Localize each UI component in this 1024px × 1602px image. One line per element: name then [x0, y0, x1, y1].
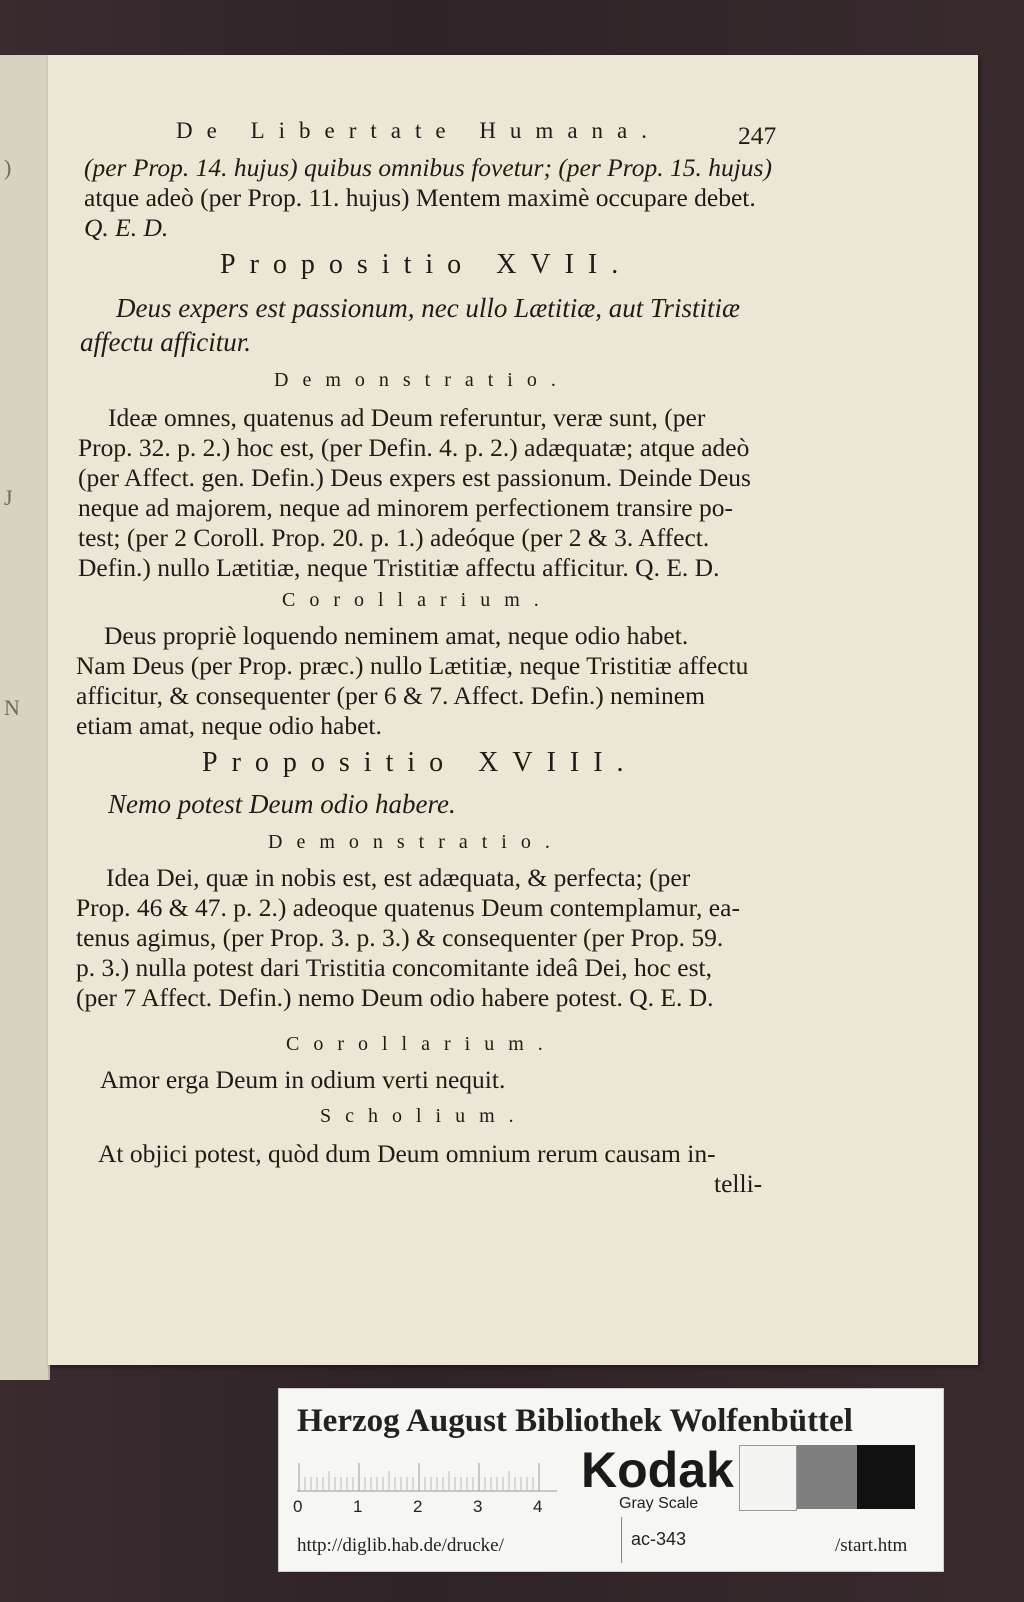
scale-ruler: [297, 1457, 567, 1493]
kodak-logo: Kodak: [581, 1442, 734, 1498]
text-line: Prop. 32. p. 2.) hoc est, (per Defin. 4. p. 2.) adæquatæ; atque adeò: [78, 433, 750, 462]
text-line: (per Prop. 14. hujus) quibus omnibus fovetur; (per Prop. 15. hujus): [84, 153, 772, 182]
gray-scale-label: Gray Scale: [619, 1495, 699, 1512]
section-heading: Demonstratio.: [268, 831, 564, 853]
text-line: test; (per 2 Coroll. Prop. 20. p. 1.) adeóque (per 2 & 3. Affect.: [78, 523, 710, 552]
proposition-statement: Nemo potest Deum odio habere.: [108, 789, 456, 819]
text-line: atque adeò (per Prop. 11. hujus) Mentem maximè occupare debet.: [84, 183, 756, 212]
url-right: /start.htm: [835, 1535, 908, 1556]
text-line: Amor erga Deum in odium verti nequit.: [100, 1065, 506, 1094]
text-line: Prop. 46 & 47. p. 2.) adeoque quatenus Deum contemplamur, ea-: [76, 893, 740, 922]
text-line: Ideæ omnes, quatenus ad Deum referuntur, veræ sunt, (per: [108, 403, 706, 432]
divider: [621, 1517, 622, 1563]
text-line: At objici potest, quòd dum Deum omnium rerum causam in-: [98, 1139, 716, 1168]
qed: Q. E. D.: [84, 213, 169, 242]
text-line: (per 7 Affect. Defin.) nemo Deum odio habere potest. Q. E. D.: [76, 983, 714, 1012]
url-left: http://diglib.hab.de/drucke/: [297, 1535, 504, 1556]
proposition-heading: Propositio XVII.: [220, 249, 633, 280]
section-heading: Demonstratio.: [274, 369, 570, 391]
section-heading: Corollarium.: [286, 1033, 557, 1055]
text-line: p. 3.) nulla potest dari Tristitia concomitante ideâ Dei, hoc est,: [76, 953, 712, 982]
gray-swatch-mid: [797, 1445, 857, 1509]
gray-swatch-black: [857, 1445, 915, 1509]
catchword: telli-: [714, 1169, 763, 1198]
section-heading: Corollarium.: [282, 589, 553, 611]
page-number: 247: [738, 121, 777, 150]
proposition-statement: Deus expers est passionum, nec ullo Lætitiæ, aut Tristitiæ: [116, 293, 741, 323]
text-line: tenus agimus, (per Prop. 3. p. 3.) & consequenter (per Prop. 59.: [76, 923, 724, 952]
book-page: [48, 55, 978, 1365]
scale-number: 3: [473, 1497, 483, 1516]
text-line: Nam Deus (per Prop. præc.) nullo Lætitiæ, neque Tristitiæ affectu: [76, 651, 749, 680]
text-line: afficitur, & consequenter (per 6 & 7. Affect. Defin.) neminem: [76, 681, 705, 710]
text-line: etiam amat, neque odio habet.: [76, 711, 382, 740]
proposition-statement: affectu afficitur.: [80, 327, 251, 357]
scale-number: 2: [413, 1497, 423, 1516]
scale-number: 0: [293, 1497, 303, 1516]
kodak-color-target: [278, 1388, 944, 1572]
scale-number: 1: [353, 1497, 363, 1516]
text-line: neque ad majorem, neque ad minorem perfectionem transire po-: [78, 493, 733, 522]
text-line: (per Affect. gen. Defin.) Deus expers est passionum. Deinde Deus: [78, 463, 751, 492]
library-title: Herzog August Bibliothek Wolfenbüttel: [297, 1403, 853, 1439]
scale-number: 4: [533, 1497, 543, 1516]
gray-swatch-white: [739, 1445, 797, 1511]
text-line: Deus propriè loquendo neminem amat, neque odio habet.: [104, 621, 689, 650]
section-heading: Scholium.: [320, 1105, 528, 1127]
proposition-heading: Propositio XVIII.: [202, 747, 638, 778]
text-line: Defin.) nullo Lætitiæ, neque Tristitiæ affectu afficitur. Q. E. D.: [78, 553, 720, 582]
previous-page-edge: ) J N: [0, 55, 50, 1380]
running-title: De Libertate Humana.: [176, 118, 661, 143]
text-line: Idea Dei, quæ in nobis est, est adæquata, & perfecta; (per: [106, 863, 691, 892]
item-id: ac-343: [631, 1529, 687, 1549]
